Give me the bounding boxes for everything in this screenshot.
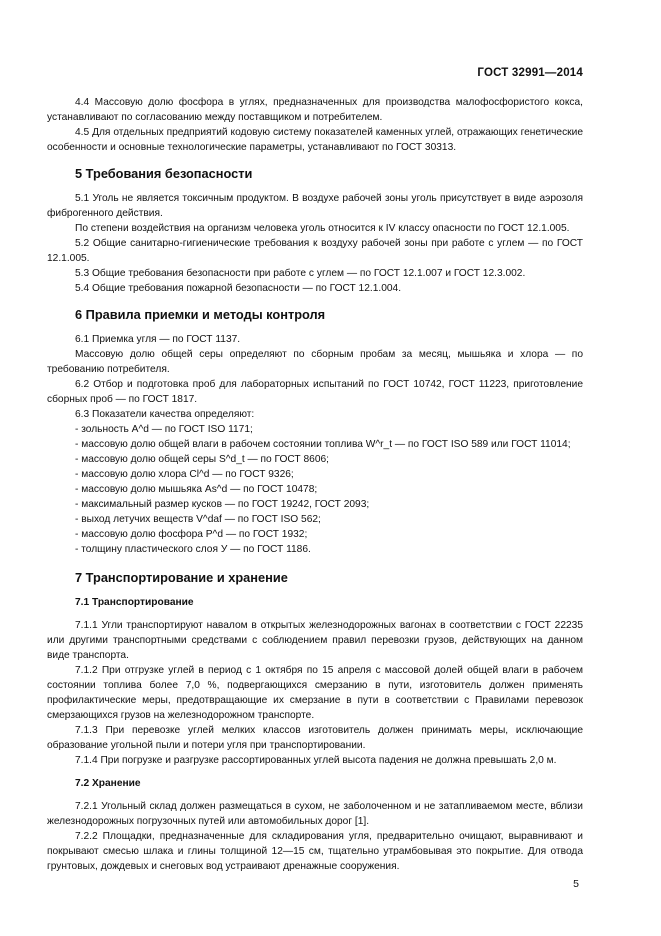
paragraph-7-2-2: 7.2.2 Площадки, предназначенные для складирования угля, предварительно очищают, выравнивают и покрывают смесью шлака и глины толщиной 12—15 см, тщательно утрамбовывая это покрытие. Для отвода грунтовых, дождевых и снеговых вод устраивают дренажные сооружения. xyxy=(47,831,583,872)
page-number: 5 xyxy=(573,878,579,890)
paragraph-6-2: 6.2 Отбор и подготовка проб для лабораторных испытаний по ГОСТ 10742, ГОСТ 11223, приготовление сборных проб — по ГОСТ 1817. xyxy=(47,379,583,405)
paragraph-7-1-4: 7.1.4 При погрузке и разгрузке рассортированных углей высота падения не должна превышать 2,0 м. xyxy=(75,755,557,766)
paragraph-6-1-cont: Массовую долю общей серы определяют по сборным пробам за месяц, мышьяка и хлора — по требованию потребителя. xyxy=(47,349,583,375)
paragraph-7-1-1: 7.1.1 Угли транспортируют навалом в открытых железнодорожных вагонах в соответствии с ГОСТ 22235 или другими транспортными средствами с соблюдением правил перевозки грузов, действующих на данном виде транспорта. xyxy=(47,620,583,661)
paragraph-7-2-1: 7.2.1 Угольный склад должен размещаться в сухом, не заболоченном и не затапливаемом месте, вблизи железнодорожных погрузочных путей или автомобильных дорог [1]. xyxy=(47,801,583,827)
paragraph-5-3: 5.3 Общие требования безопасности при работе с углем — по ГОСТ 12.1.007 и ГОСТ 12.3.002. xyxy=(75,268,526,279)
list-item: - массовую долю хлора Cl^d — по ГОСТ 9326; xyxy=(75,469,294,480)
paragraph-6-3: 6.3 Показатели качества определяют: xyxy=(75,409,255,420)
section-6-title: 6 Правила приемки и методы контроля xyxy=(75,307,326,322)
list-item: - толщину пластического слоя У — по ГОСТ 1186. xyxy=(75,544,311,555)
list-item: - выход летучих веществ V^daf — по ГОСТ ISO 562; xyxy=(75,514,321,525)
paragraph-4-5: 4.5 Для отдельных предприятий кодовую систему показателей каменных углей, отражающих генетические особенности и основные технологические параметры, устанавливают по ГОСТ 30313. xyxy=(47,127,583,153)
document-body xyxy=(47,95,583,874)
list-item: - массовую долю фосфора P^d — по ГОСТ 1932; xyxy=(75,529,308,540)
paragraph-7-1-2: 7.1.2 При отгрузке углей в период с 1 октября по 15 апреля с массовой долей общей влаги в рабочем состоянии топлива более 7,0 %, подвергающихся смерзанию в пути, изготовитель должен применять профилактические меры, предотвращающие их смерзание в пути в соответствии с Правилами перевозок смерзающихся грузов на железнодорожном транспорте. xyxy=(47,665,583,721)
paragraph-6-1: 6.1 Приемка угля — по ГОСТ 1137. xyxy=(75,334,241,345)
list-item: - массовую долю общей серы S^d_t — по ГОСТ 8606; xyxy=(75,454,329,465)
page-header: ГОСТ 32991—2014 xyxy=(477,67,583,79)
list-item: - зольность A^d — по ГОСТ ISO 1171; xyxy=(75,424,253,435)
paragraph-5-1-cont: По степени воздействия на организм человека уголь относится к IV классу опасности по ГОСТ 12.1.005. xyxy=(75,223,570,234)
paragraph-5-1: 5.1 Уголь не является токсичным продуктом. В воздухе рабочей зоны уголь присутствует в виде аэрозоля фиброгенного действия. xyxy=(47,193,583,219)
list-item: - максимальный размер кусков — по ГОСТ 19242, ГОСТ 2093; xyxy=(75,499,370,510)
paragraph-4-4: 4.4 Массовую долю фосфора в углях, предназначенных для производства малофосфористого кокса, устанавливают по согласованию между поставщиком и потребителем. xyxy=(47,97,583,123)
subsection-7-1-title: 7.1 Транспортирование xyxy=(75,597,194,608)
paragraph-5-4: 5.4 Общие требования пожарной безопасности — по ГОСТ 12.1.004. xyxy=(75,283,402,294)
list-item: - массовую долю общей влаги в рабочем состоянии топлива W^r_t — по ГОСТ ISO 589 или ГОСТ 11014; xyxy=(75,439,571,450)
paragraph-7-1-3: 7.1.3 При перевозке углей мелких классов изготовитель должен принимать меры, исключающие образование угольной пыли и потери угля при транспортировании. xyxy=(47,725,583,751)
paragraph-5-2: 5.2 Общие санитарно-гигиенические требования к воздуху рабочей зоны при работе с углем — по ГОСТ 12.1.005. xyxy=(47,238,583,264)
section-5-title: 5 Требования безопасности xyxy=(75,166,253,181)
subsection-7-2-title: 7.2 Хранение xyxy=(75,778,141,789)
list-item: - массовую долю мышьяка As^d — по ГОСТ 10478; xyxy=(75,484,318,495)
section-7-title: 7 Транспортирование и хранение xyxy=(75,570,288,585)
